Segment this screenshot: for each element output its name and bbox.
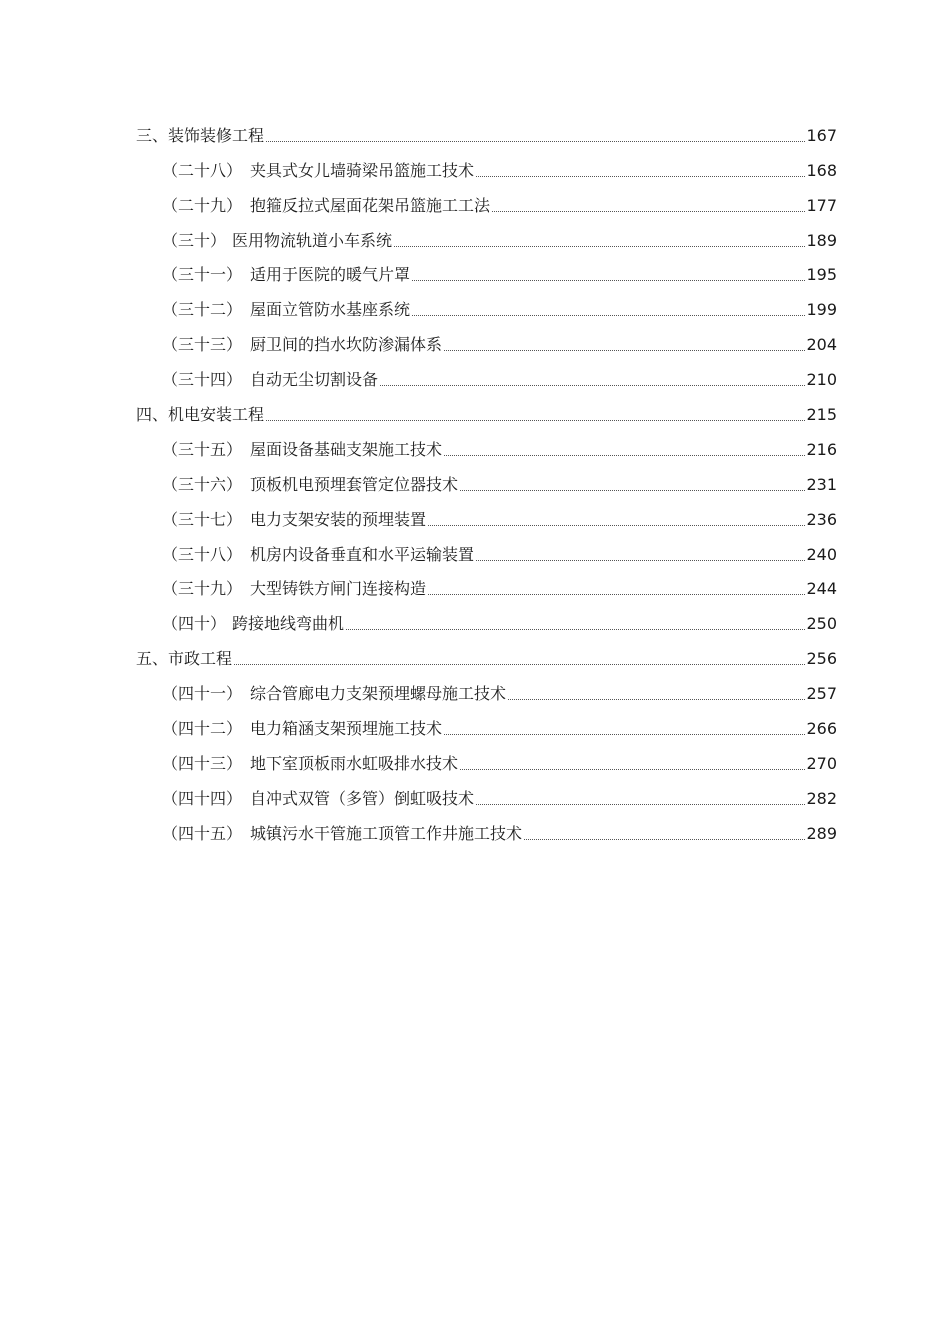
toc-page-number: 168 bbox=[806, 160, 837, 180]
toc-dot-leader bbox=[444, 350, 805, 351]
toc-page-number: 195 bbox=[806, 265, 837, 285]
toc-entry[interactable] bbox=[136, 704, 837, 739]
toc-entry-number: （三十三） bbox=[162, 335, 243, 355]
toc-entry-title: 机房内设备垂直和水平运输装置 bbox=[250, 544, 475, 564]
toc-dot-leader bbox=[508, 699, 805, 700]
toc-page-number: 215 bbox=[806, 405, 837, 425]
toc-entry-title: 电力箱涵支架预埋施工技术 bbox=[250, 719, 443, 739]
toc-entry-number: （三十五） bbox=[162, 439, 243, 459]
toc-section[interactable] bbox=[136, 634, 837, 669]
toc-dot-leader bbox=[412, 315, 805, 316]
toc-dot-leader bbox=[476, 804, 805, 805]
toc-dot-leader bbox=[380, 385, 805, 386]
toc-entry-number: （四十五） bbox=[162, 823, 243, 843]
toc-entry-title: 顶板机电预埋套管定位器技术 bbox=[250, 474, 459, 494]
toc-dot-leader bbox=[234, 664, 805, 665]
toc-entry[interactable] bbox=[136, 460, 837, 495]
toc-dot-leader bbox=[524, 839, 805, 840]
toc-entry[interactable] bbox=[136, 530, 837, 565]
toc-entry-title: 跨接地线弯曲机 bbox=[232, 614, 345, 634]
toc-entry-title: 三、装饰装修工程 bbox=[136, 125, 265, 145]
toc-entry[interactable] bbox=[136, 774, 837, 809]
toc-dot-leader bbox=[346, 629, 805, 630]
toc-entry-number: （二十九） bbox=[162, 195, 243, 215]
toc-dot-leader bbox=[492, 211, 805, 212]
toc-dot-leader bbox=[428, 594, 805, 595]
toc-dot-leader bbox=[266, 420, 805, 421]
toc-entry-title: 五、市政工程 bbox=[136, 649, 233, 669]
toc-entry-number: （四十二） bbox=[162, 719, 243, 739]
toc-entry-number: （三十） bbox=[162, 230, 227, 250]
toc-dot-leader bbox=[460, 769, 805, 770]
toc-entry-title: 自动无尘切割设备 bbox=[250, 370, 379, 390]
toc-page-number: 270 bbox=[806, 753, 837, 773]
toc-entry-title: 电力支架安装的预埋装置 bbox=[250, 509, 427, 529]
toc-entry[interactable] bbox=[136, 355, 837, 390]
toc-page-number: 240 bbox=[806, 544, 837, 564]
toc-entry[interactable] bbox=[136, 216, 837, 251]
toc-dot-leader bbox=[444, 455, 805, 456]
toc-section[interactable] bbox=[136, 111, 837, 146]
toc-entry-number: （三十四） bbox=[162, 370, 243, 390]
toc-dot-leader bbox=[394, 246, 805, 247]
toc-entry-number: （四十） bbox=[162, 614, 227, 634]
toc-entry-title: 城镇污水干管施工顶管工作井施工技术 bbox=[250, 823, 523, 843]
toc-entry-number: （三十七） bbox=[162, 509, 243, 529]
toc-entry-number: （三十六） bbox=[162, 474, 243, 494]
toc-page-number: 210 bbox=[806, 370, 837, 390]
toc-dot-leader bbox=[412, 280, 805, 281]
toc-entry-title: 屋面设备基础支架施工技术 bbox=[250, 439, 443, 459]
toc-entry-number: （三十八） bbox=[162, 544, 243, 564]
toc-page-number: 177 bbox=[806, 195, 837, 215]
toc-entry-title: 屋面立管防水基座系统 bbox=[250, 300, 411, 320]
toc-entry[interactable] bbox=[136, 146, 837, 181]
toc-entry-number: （四十三） bbox=[162, 753, 243, 773]
toc-entry[interactable] bbox=[136, 285, 837, 320]
toc-page-number: 216 bbox=[806, 439, 837, 459]
toc-page-number: 231 bbox=[806, 474, 837, 494]
toc-entry-title: 四、机电安装工程 bbox=[136, 405, 265, 425]
toc-entry-title: 地下室顶板雨水虹吸排水技术 bbox=[250, 753, 459, 773]
toc-entry[interactable] bbox=[136, 565, 837, 600]
table-of-contents bbox=[136, 111, 837, 844]
toc-dot-leader bbox=[428, 525, 805, 526]
toc-dot-leader bbox=[476, 176, 805, 177]
toc-entry-title: 抱箍反拉式屋面花架吊篮施工工法 bbox=[250, 195, 491, 215]
toc-entry[interactable] bbox=[136, 739, 837, 774]
toc-page-number: 244 bbox=[806, 579, 837, 599]
toc-page-number: 189 bbox=[806, 230, 837, 250]
toc-page-number: 257 bbox=[806, 684, 837, 704]
toc-entry-number: （三十一） bbox=[162, 265, 243, 285]
toc-page-number: 250 bbox=[806, 614, 837, 634]
toc-entry[interactable] bbox=[136, 251, 837, 286]
toc-page-number: 204 bbox=[806, 335, 837, 355]
toc-dot-leader bbox=[460, 490, 805, 491]
toc-page-number: 289 bbox=[806, 823, 837, 843]
toc-entry[interactable] bbox=[136, 599, 837, 634]
toc-entry-title: 厨卫间的挡水坎防渗漏体系 bbox=[250, 335, 443, 355]
toc-entry-number: （二十八） bbox=[162, 160, 243, 180]
toc-entry-number: （三十二） bbox=[162, 300, 243, 320]
toc-entry-title: 医用物流轨道小车系统 bbox=[232, 230, 393, 250]
toc-page-number: 199 bbox=[806, 300, 837, 320]
toc-dot-leader bbox=[476, 560, 805, 561]
toc-entry-title: 自冲式双管（多管）倒虹吸技术 bbox=[250, 788, 475, 808]
toc-entry-title: 夹具式女儿墙骑梁吊篮施工技术 bbox=[250, 160, 475, 180]
toc-entry-title: 大型铸铁方闸门连接构造 bbox=[250, 579, 427, 599]
toc-page-number: 282 bbox=[806, 788, 837, 808]
toc-entry-title: 综合管廊电力支架预埋螺母施工技术 bbox=[250, 684, 507, 704]
toc-page-number: 236 bbox=[806, 509, 837, 529]
toc-entry[interactable] bbox=[136, 495, 837, 530]
toc-dot-leader bbox=[444, 734, 805, 735]
toc-entry-number: （三十九） bbox=[162, 579, 243, 599]
toc-page-number: 167 bbox=[806, 125, 837, 145]
toc-entry-title: 适用于医院的暖气片罩 bbox=[250, 265, 411, 285]
toc-entry[interactable] bbox=[136, 425, 837, 460]
toc-entry[interactable] bbox=[136, 181, 837, 216]
toc-section[interactable] bbox=[136, 390, 837, 425]
toc-entry[interactable] bbox=[136, 669, 837, 704]
toc-page-number: 256 bbox=[806, 649, 837, 669]
toc-dot-leader bbox=[266, 141, 805, 142]
toc-page-number: 266 bbox=[806, 719, 837, 739]
toc-entry-number: （四十一） bbox=[162, 684, 243, 704]
toc-entry-number: （四十四） bbox=[162, 788, 243, 808]
toc-entry[interactable] bbox=[136, 320, 837, 355]
toc-entry[interactable] bbox=[136, 809, 837, 844]
